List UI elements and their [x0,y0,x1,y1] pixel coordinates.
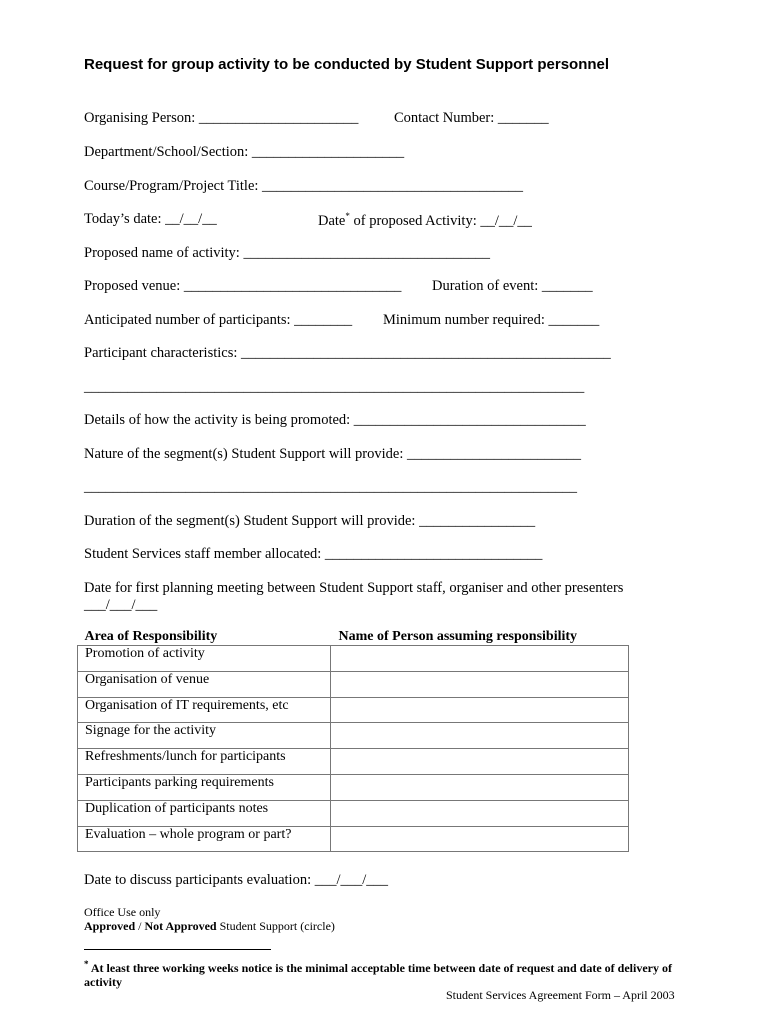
table-row [78,723,629,749]
segment-nature-continuation[interactable]: ____________________________________________________________________ [84,479,577,495]
area-cell: Promotion of activity [78,646,331,672]
participant-characteristics-continuation[interactable]: _____________________________________________________________________ [84,379,585,395]
area-cell: Signage for the activity [78,723,331,749]
staff-member-field[interactable]: Student Services staff member allocated: ______________________________ [84,546,543,562]
contact-number-field[interactable]: Contact Number: _______ [394,110,549,126]
area-cell: Evaluation – whole program or part? [78,826,331,852]
form-footer: Student Services Agreement Form – April 2003 [446,988,675,1002]
area-cell: Organisation of venue [78,671,331,697]
table-row [78,826,629,852]
person-cell[interactable] [331,749,629,775]
participant-characteristics-field[interactable]: Participant characteristics: ___________________________________________________ [84,345,611,361]
person-header: Name of Person assuming responsibility [338,629,578,644]
approval-line [84,919,335,934]
planning-meeting-label: Date for first planning meeting between Student Support staff, organiser and other presenters [84,580,624,596]
minimum-required-field[interactable]: Minimum number required: _______ [383,312,600,328]
person-cell[interactable] [331,800,629,826]
planning-meeting-date-field[interactable]: ___/___/___ [84,597,158,613]
approval-separator: / [135,919,145,933]
activity-date-blank: of proposed Activity: __/__/__ [349,212,532,229]
footnote-text: At least three working weeks notice is the minimal acceptable time between date of request and date of delivery of activity [84,961,672,989]
department-field[interactable]: Department/School/Section: _____________________ [84,144,405,160]
table-row [78,774,629,800]
footnote-mark: * [84,959,89,969]
person-cell[interactable] [331,671,629,697]
person-cell[interactable] [331,723,629,749]
area-cell: Refreshments/lunch for participants [78,749,331,775]
promotion-details-field[interactable]: Details of how the activity is being promoted: ________________________________ [84,412,586,428]
table-row [78,749,629,775]
course-title-field[interactable]: Course/Program/Project Title: ____________________________________ [84,178,524,194]
table-row [78,671,629,697]
footnote-marker: * [345,211,350,221]
area-header: Area of Responsibility [84,629,218,644]
person-cell[interactable] [331,646,629,672]
organising-person-field[interactable]: Organising Person: ______________________ [84,110,359,126]
footnote [84,957,684,989]
form-title: Request for group activity to be conducted by Student Support personnel [84,56,610,73]
footnote-divider [84,949,271,950]
segment-nature-field[interactable]: Nature of the segment(s) Student Support will provide: ________________________ [84,446,581,462]
person-cell[interactable] [331,774,629,800]
activity-date-field[interactable] [318,211,532,230]
approval-suffix: Student Support (circle) [216,919,335,933]
table-header-row [78,629,629,646]
table-row [78,800,629,826]
person-cell[interactable] [331,826,629,852]
area-cell: Organisation of IT requirements, etc [78,697,331,723]
table-row [78,697,629,723]
person-cell[interactable] [331,697,629,723]
venue-field[interactable]: Proposed venue: ______________________________ [84,278,402,294]
office-use-label: Office Use only [84,905,161,919]
table-row [78,646,629,672]
anticipated-participants-field[interactable]: Anticipated number of participants: ________ [84,312,353,328]
event-duration-field[interactable]: Duration of event: _______ [432,278,593,294]
area-cell: Participants parking requirements [78,774,331,800]
activity-name-field[interactable]: Proposed name of activity: __________________________________ [84,245,490,261]
evaluation-date-field[interactable]: Date to discuss participants evaluation: ___/___/___ [84,872,389,888]
todays-date-field[interactable]: Today’s date: __/__/__ [84,211,217,227]
approved-option[interactable]: Approved [84,919,136,933]
segment-duration-field[interactable]: Duration of the segment(s) Student Support will provide: ________________ [84,513,536,529]
activity-date-label: Date [318,212,346,229]
area-cell: Duplication of participants notes [78,800,331,826]
not-approved-option[interactable]: Not Approved [144,919,217,933]
responsibility-table [77,629,629,852]
